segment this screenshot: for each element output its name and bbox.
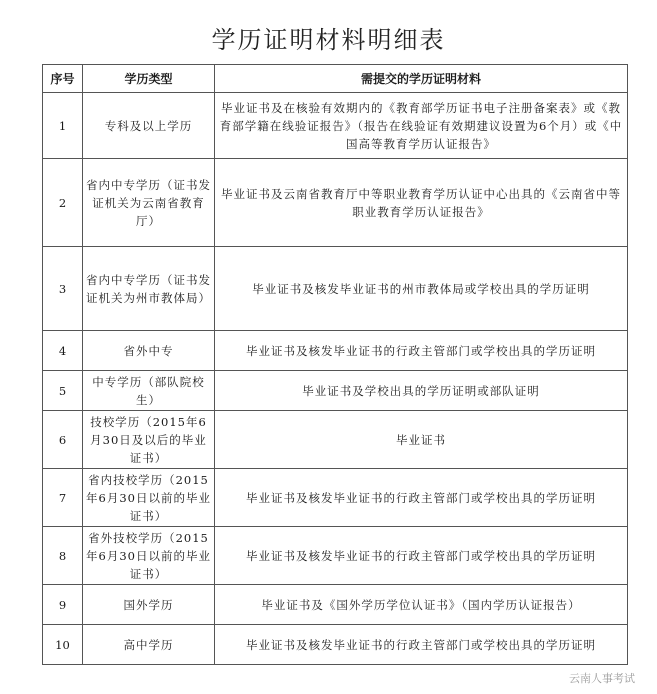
row-seq: 6 — [43, 411, 83, 469]
table-row — [43, 331, 628, 371]
row-material: 毕业证书及核发毕业证书的行政主管部门或学校出具的学历证明 — [215, 527, 628, 585]
table-row — [43, 625, 628, 665]
row-type: 省外中专 — [83, 331, 215, 371]
materials-table — [42, 64, 628, 665]
row-material: 毕业证书及《国外学历学位认证书》（国内学历认证报告） — [215, 585, 628, 625]
row-seq: 5 — [43, 371, 83, 411]
table-row — [43, 247, 628, 331]
row-type: 省内技校学历（2015年6月30日以前的毕业证书） — [83, 469, 215, 527]
table-row — [43, 527, 628, 585]
table-header-row — [43, 65, 628, 93]
row-seq: 8 — [43, 527, 83, 585]
row-type: 技校学历（2015年6月30日及以后的毕业证书） — [83, 411, 215, 469]
row-material: 毕业证书及核发毕业证书的行政主管部门或学校出具的学历证明 — [215, 331, 628, 371]
table-row — [43, 159, 628, 247]
watermark: 云南人事考试 — [569, 672, 635, 685]
header-type: 学历类型 — [83, 65, 215, 93]
row-material: 毕业证书及核发毕业证书的行政主管部门或学校出具的学历证明 — [215, 469, 628, 527]
header-seq: 序号 — [43, 65, 83, 93]
row-material: 毕业证书及核发毕业证书的州市教体局或学校出具的学历证明 — [215, 247, 628, 331]
table-row — [43, 93, 628, 159]
table-row — [43, 585, 628, 625]
row-type: 国外学历 — [83, 585, 215, 625]
table-row — [43, 469, 628, 527]
row-material: 毕业证书及核发毕业证书的行政主管部门或学校出具的学历证明 — [215, 625, 628, 665]
row-seq: 2 — [43, 159, 83, 247]
row-material: 毕业证书 — [215, 411, 628, 469]
row-seq: 4 — [43, 331, 83, 371]
row-seq: 1 — [43, 93, 83, 159]
row-type: 省内中专学历（证书发证机关为州市教体局） — [83, 247, 215, 331]
row-seq: 7 — [43, 469, 83, 527]
row-material: 毕业证书及在核验有效期内的《教育部学历证书电子注册备案表》或《教育部学籍在线验证报告》（报告在线验证有效期建议设置为6个月）或《中国高等教育学历认证报告》 — [215, 93, 628, 159]
row-seq: 3 — [43, 247, 83, 331]
row-type: 省内中专学历（证书发证机关为云南省教育厅） — [83, 159, 215, 247]
page-title: 学历证明材料明细表 — [211, 26, 446, 54]
row-seq: 9 — [43, 585, 83, 625]
header-material: 需提交的学历证明材料 — [215, 65, 628, 93]
row-type: 高中学历 — [83, 625, 215, 665]
table-row — [43, 371, 628, 411]
row-type: 省外技校学历（2015年6月30日以前的毕业证书） — [83, 527, 215, 585]
row-type: 中专学历（部队院校生） — [83, 371, 215, 411]
row-type: 专科及以上学历 — [83, 93, 215, 159]
row-material: 毕业证书及学校出具的学历证明或部队证明 — [215, 371, 628, 411]
row-material: 毕业证书及云南省教育厅中等职业教育学历认证中心出具的《云南省中等职业教育学历认证报告》 — [215, 159, 628, 247]
table-row — [43, 411, 628, 469]
row-seq: 10 — [43, 625, 83, 665]
